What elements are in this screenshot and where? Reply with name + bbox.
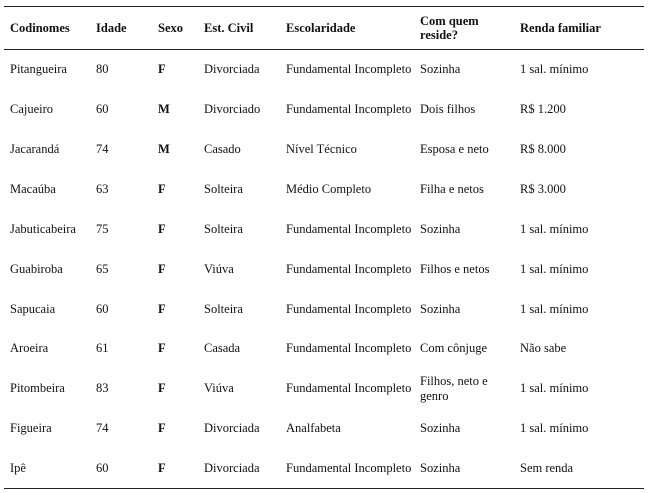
cell-sexo: F [158,261,166,276]
cell-com-quem-reside: Sozinha [420,62,461,77]
cell-renda-familiar: R$ 1.200 [520,102,566,117]
cell-estado-civil: Solteira [204,181,243,196]
cell-escolaridade: Fundamental Incompleto [286,102,412,117]
table-row [4,89,644,129]
cell-codinome: Cajueiro [10,102,54,117]
cell-idade: 74 [96,421,109,436]
cell-escolaridade: Fundamental Incompleto [280,448,414,488]
cell-com-quem-reside: Esposa e neto [420,141,489,156]
cell-idade: 80 [96,62,109,77]
cell-estado-civil: Casada [204,341,241,356]
cell-idade: 83 [96,381,109,396]
cell-estado-civil: Viúva [204,261,234,276]
cell-estado-civil: Solteira [204,301,243,316]
cell-renda-familiar: R$ 8.000 [520,141,566,156]
header-sexo: Sexo [152,7,198,50]
cell-idade: 75 [96,221,109,236]
cell-escolaridade: Fundamental Incompleto [286,341,412,356]
header-com-quem-reside: Com quem reside? [414,7,514,50]
cell-sexo: M [158,102,170,117]
cell-idade: 60 [96,301,109,316]
cell-com-quem-reside: Sozinha [420,301,461,316]
cell-renda-familiar: Sem renda [514,448,644,488]
cell-escolaridade: Fundamental Incompleto [286,221,412,236]
cell-sexo: F [152,448,198,488]
cell-renda-familiar: 1 sal. mínimo [520,221,589,236]
participants-table [4,6,644,489]
cell-com-quem-reside: Com cônjuge [420,341,488,356]
participants-table-container [4,6,644,489]
cell-sexo: F [158,341,166,356]
cell-sexo: F [158,62,166,77]
header-renda-familiar: Renda familiar [514,7,644,50]
cell-codinome: Jabuticabeira [10,221,76,236]
cell-idade: 63 [96,181,109,196]
cell-estado-civil: Solteira [204,221,243,236]
cell-escolaridade: Fundamental Incompleto [286,301,412,316]
cell-renda-familiar: 1 sal. mínimo [520,421,589,436]
cell-estado-civil: Divorciado [204,102,261,117]
cell-renda-familiar: R$ 3.000 [520,181,566,196]
cell-escolaridade: Médio Completo [286,181,372,196]
cell-com-quem-reside: Sozinha [414,448,514,488]
table-row [4,209,644,249]
cell-com-quem-reside: Dois filhos [420,102,476,117]
cell-escolaridade: Analfabeta [286,421,341,436]
cell-renda-familiar: Não sabe [520,341,567,356]
cell-sexo: F [158,381,166,396]
cell-escolaridade: Fundamental Incompleto [286,261,412,276]
cell-com-quem-reside: Sozinha [420,421,461,436]
cell-estado-civil: Divorciada [204,421,260,436]
cell-com-quem-reside: Filha e netos [420,181,484,196]
cell-codinome: Jacarandá [10,141,60,156]
cell-sexo: F [158,301,166,316]
cell-sexo: M [158,141,170,156]
table-row [4,129,644,169]
cell-codinome: Pitangueira [10,62,67,77]
cell-codinome: Ipê [4,448,90,488]
cell-escolaridade: Fundamental Incompleto [286,62,412,77]
header-codinomes: Codinomes [4,7,90,50]
table-row [4,289,644,329]
cell-idade: 65 [96,261,109,276]
header-escolaridade: Escolaridade [280,7,414,50]
cell-idade: 61 [96,341,109,356]
cell-codinome: Guabiroba [10,261,63,276]
table-row [4,448,644,488]
cell-com-quem-reside: Filhos, neto e genro [420,374,488,403]
cell-estado-civil: Divorciada [204,62,260,77]
cell-escolaridade: Fundamental Incompleto [286,381,412,396]
cell-sexo: F [158,221,166,236]
cell-renda-familiar: 1 sal. mínimo [520,261,589,276]
cell-renda-familiar: 1 sal. mínimo [520,381,589,396]
cell-sexo: F [158,421,166,436]
table-row [4,169,644,209]
table-row [4,50,644,90]
cell-com-quem-reside: Filhos e netos [420,261,490,276]
table-header-row [4,7,644,50]
cell-escolaridade: Nível Técnico [286,141,357,156]
cell-codinome: Pitombeira [10,381,65,396]
cell-idade: 60 [96,102,109,117]
cell-estado-civil: Divorciada [198,448,280,488]
cell-codinome: Aroeira [10,341,49,356]
cell-renda-familiar: 1 sal. mínimo [520,301,589,316]
cell-sexo: F [158,181,166,196]
cell-codinome: Figueira [10,421,52,436]
cell-com-quem-reside: Sozinha [420,221,461,236]
cell-idade: 60 [90,448,152,488]
cell-estado-civil: Casado [204,141,241,156]
cell-estado-civil: Viúva [204,381,234,396]
header-estado-civil: Est. Civil [198,7,280,50]
table-row [4,329,644,369]
cell-codinome: Macaúba [10,181,56,196]
table-row [4,369,644,409]
table-row [4,249,644,289]
cell-idade: 74 [96,141,109,156]
table-row [4,409,644,449]
cell-renda-familiar: 1 sal. mínimo [520,62,589,77]
cell-codinome: Sapucaia [10,301,56,316]
header-idade: Idade [90,7,152,50]
